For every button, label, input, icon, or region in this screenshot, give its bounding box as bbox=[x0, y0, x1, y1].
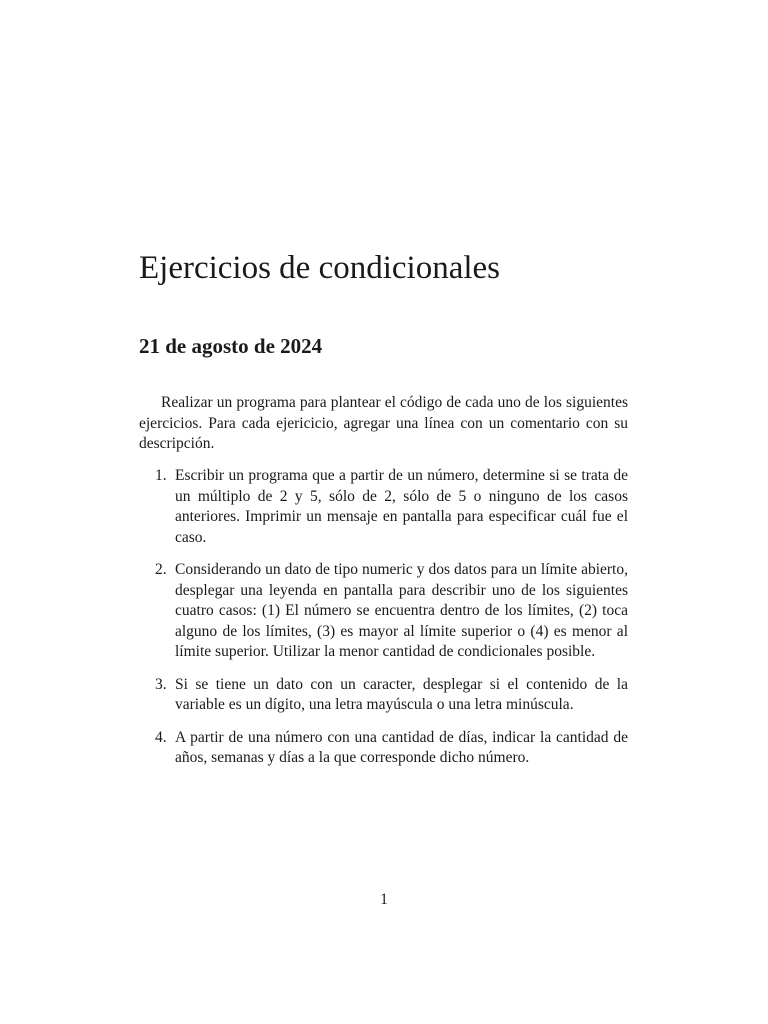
exercise-text: Escribir un programa que a partir de un número, determine si se trata de un múltiplo de 2 y 5, sólo de 2, sólo de 5 o ninguno de los casos anteriores. Imprimir un mensaje en pantalla para especificar cuál fue el caso. bbox=[175, 467, 628, 546]
exercise-number: 2. bbox=[155, 561, 167, 578]
exercise-item bbox=[139, 728, 628, 769]
exercise-text: Si se tiene un dato con un caracter, desplegar si el contenido de la variable es un dígito, una letra mayúscula o una letra minúscula. bbox=[175, 675, 628, 713]
exercise-text: A partir de una número con una cantidad de días, indicar la cantidad de años, semanas y días a la que corresponde dicho número. bbox=[175, 728, 628, 766]
exercise-text: Considerando un dato de tipo numeric y dos datos para un límite abierto, desplegar una leyenda en pantalla para describir uno de los siguientes cuatro casos: (1) El número se encuentra dentro de los límites, (2) toca alguno de los límites, (3) es mayor al límite superior o (4) es menor al límite superior. Utilizar la menor cantidad de condicionales posible. bbox=[175, 561, 628, 660]
exercise-number: 4. bbox=[155, 728, 167, 746]
document-title: Ejercicios de condicionales bbox=[139, 250, 501, 286]
page-number: 1 bbox=[380, 891, 388, 908]
exercise-list bbox=[139, 466, 628, 781]
document-date: 21 de agosto de 2024 bbox=[139, 334, 323, 358]
exercise-number: 1. bbox=[155, 467, 167, 484]
exercise-number: 3. bbox=[155, 675, 167, 693]
exercise-item bbox=[139, 675, 628, 716]
exercise-item bbox=[139, 560, 628, 663]
exercise-item bbox=[139, 466, 628, 548]
intro-paragraph: Realizar un programa para plantear el código de cada uno de los siguientes ejercicios. Para cada ejericicio, agregar una línea con un comentario con su descripción. bbox=[139, 394, 628, 452]
